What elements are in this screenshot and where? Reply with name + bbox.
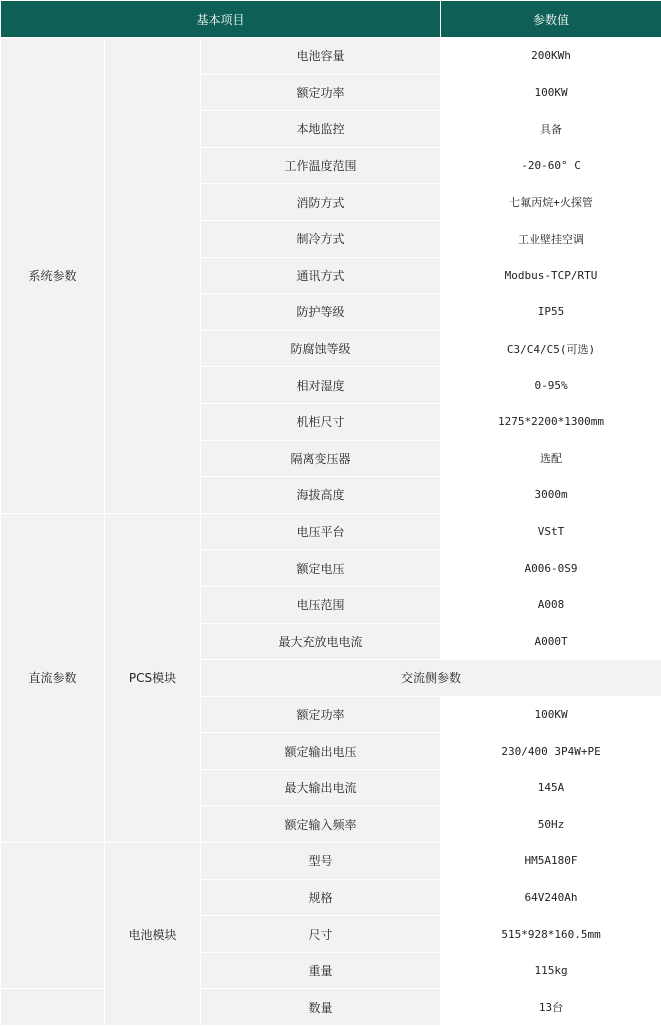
item-value: VStT	[441, 513, 661, 550]
item-value: 13台	[441, 989, 661, 1026]
item-value: 3000m	[441, 477, 661, 514]
item-value: C3/C4/C5(可选)	[441, 330, 661, 367]
item-value: 200KWh	[441, 38, 661, 75]
item-label: 防护等级	[201, 294, 441, 331]
subcategory-battery: 电池模块	[105, 843, 201, 1026]
item-label: 通讯方式	[201, 257, 441, 294]
item-label: 电池容量	[201, 38, 441, 75]
item-label: 工作温度范围	[201, 147, 441, 184]
ac-section-title: 交流侧参数	[201, 660, 661, 697]
item-label: 最大充放电电流	[201, 623, 441, 660]
item-label: 数量	[201, 989, 441, 1026]
item-label: 电压范围	[201, 586, 441, 623]
item-value: 0-95%	[441, 367, 661, 404]
item-value: 230/400 3P4W+PE	[441, 733, 661, 770]
item-label: 制冷方式	[201, 220, 441, 257]
item-value: 七氟丙烷+火探管	[441, 184, 661, 221]
item-value: 100KW	[441, 74, 661, 111]
item-value: -20-60° C	[441, 147, 661, 184]
item-label: 防腐蚀等级	[201, 330, 441, 367]
header-basic-item: 基本项目	[1, 1, 441, 38]
item-label: 重量	[201, 952, 441, 989]
item-value: 100KW	[441, 696, 661, 733]
item-label: 本地监控	[201, 111, 441, 148]
item-value: 1275*2200*1300mm	[441, 403, 661, 440]
item-value: A008	[441, 586, 661, 623]
item-label: 额定电压	[201, 550, 441, 587]
table-row	[1, 989, 661, 1026]
item-label: 尺寸	[201, 916, 441, 953]
item-label: 机柜尺寸	[201, 403, 441, 440]
item-value: 515*928*160.5mm	[441, 916, 661, 953]
item-label: 额定功率	[201, 74, 441, 111]
item-label: 额定输入频率	[201, 806, 441, 843]
item-label: 最大输出电流	[201, 769, 441, 806]
category-dc-continued	[1, 843, 105, 989]
category-empty	[1, 989, 105, 1026]
item-label: 型号	[201, 843, 441, 880]
item-value: 工业壁挂空调	[441, 220, 661, 257]
item-label: 规格	[201, 879, 441, 916]
subcategory-pcs: PCS模块	[105, 513, 201, 842]
item-value: 64V240Ah	[441, 879, 661, 916]
item-label: 海拔高度	[201, 477, 441, 514]
item-label: 额定功率	[201, 696, 441, 733]
table-header-row	[1, 1, 661, 38]
item-value: 具备	[441, 111, 661, 148]
item-label: 相对湿度	[201, 367, 441, 404]
item-label: 消防方式	[201, 184, 441, 221]
table-row	[1, 38, 661, 75]
item-label: 隔离变压器	[201, 440, 441, 477]
table-row	[1, 513, 661, 550]
item-value: 选配	[441, 440, 661, 477]
item-value: A006-0S9	[441, 550, 661, 587]
item-value: HM5A180F	[441, 843, 661, 880]
item-label: 电压平台	[201, 513, 441, 550]
item-value: 145A	[441, 769, 661, 806]
item-value: Modbus-TCP/RTU	[441, 257, 661, 294]
subcategory-empty	[105, 38, 201, 514]
item-value: 115kg	[441, 952, 661, 989]
item-value: 50Hz	[441, 806, 661, 843]
table-row	[1, 843, 661, 880]
header-param-value: 参数值	[441, 1, 661, 38]
item-value: A000T	[441, 623, 661, 660]
item-value: IP55	[441, 294, 661, 331]
item-label: 额定输出电压	[201, 733, 441, 770]
category-dc: 直流参数	[1, 513, 105, 842]
category-system: 系统参数	[1, 38, 105, 514]
